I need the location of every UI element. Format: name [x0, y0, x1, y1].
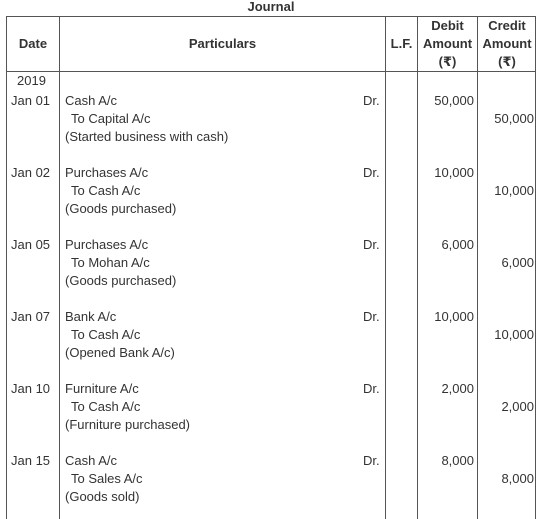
entry-date: Jan 07 — [11, 309, 51, 324]
debit-account: Bank A/c — [65, 309, 117, 324]
header-debit-amount — [418, 17, 477, 71]
credit-account: To Capital A/c — [71, 111, 151, 126]
debit-amount: 50,000 — [434, 93, 474, 108]
header-credit-line: (₹) — [498, 54, 516, 69]
header-date: Date — [18, 36, 48, 51]
header-debit-line: Amount — [422, 36, 473, 51]
journal-table — [6, 16, 536, 519]
header-lf: L.F. — [390, 36, 413, 51]
header-credit-line: Amount — [482, 36, 532, 51]
entry-date: Jan 15 — [11, 453, 51, 468]
narration: (Started business with cash) — [65, 129, 229, 144]
header-credit-line: Credit — [488, 18, 526, 33]
debit-amount: 6,000 — [441, 237, 474, 252]
credit-account: To Cash A/c — [71, 399, 141, 414]
debit-account: Cash A/c — [65, 453, 118, 468]
narration: (Goods purchased) — [65, 201, 177, 216]
header-debit-line: Debit — [431, 18, 464, 33]
header-particulars: Particulars — [188, 36, 257, 51]
credit-account: To Cash A/c — [71, 183, 141, 198]
debit-account: Furniture A/c — [65, 381, 139, 396]
dr-label: Dr. — [363, 453, 380, 468]
debit-amount: 10,000 — [434, 309, 474, 324]
credit-account: To Mohan A/c — [71, 255, 150, 270]
narration: (Goods sold) — [65, 489, 140, 504]
column-divider — [385, 17, 386, 519]
debit-account: Purchases A/c — [65, 165, 149, 180]
debit-amount: 10,000 — [434, 165, 474, 180]
debit-account: Purchases A/c — [65, 237, 149, 252]
dr-label: Dr. — [363, 93, 380, 108]
entry-date: Jan 02 — [11, 165, 51, 180]
debit-amount: 2,000 — [441, 381, 474, 396]
header-divider — [7, 71, 535, 72]
credit-amount: 8,000 — [501, 471, 534, 486]
entry-date: Jan 01 — [11, 93, 51, 108]
header-credit-amount — [478, 17, 536, 71]
header-debit-line: (₹) — [438, 54, 457, 69]
narration: (Opened Bank A/c) — [65, 345, 175, 360]
year-label: 2019 — [17, 73, 46, 88]
dr-label: Dr. — [363, 381, 380, 396]
credit-amount: 10,000 — [494, 327, 534, 342]
narration: (Goods purchased) — [65, 273, 177, 288]
entry-date: Jan 10 — [11, 381, 51, 396]
column-divider — [59, 17, 60, 519]
narration: (Furniture purchased) — [65, 417, 190, 432]
journal-title: Journal — [247, 0, 295, 14]
dr-label: Dr. — [363, 309, 380, 324]
credit-amount: 2,000 — [501, 399, 534, 414]
dr-label: Dr. — [363, 165, 380, 180]
dr-label: Dr. — [363, 237, 380, 252]
credit-amount: 6,000 — [501, 255, 534, 270]
entry-date: Jan 05 — [11, 237, 51, 252]
debit-amount: 8,000 — [441, 453, 474, 468]
credit-amount: 10,000 — [494, 183, 534, 198]
credit-amount: 50,000 — [494, 111, 534, 126]
credit-account: To Sales A/c — [71, 471, 143, 486]
credit-account: To Cash A/c — [71, 327, 141, 342]
debit-account: Cash A/c — [65, 93, 118, 108]
